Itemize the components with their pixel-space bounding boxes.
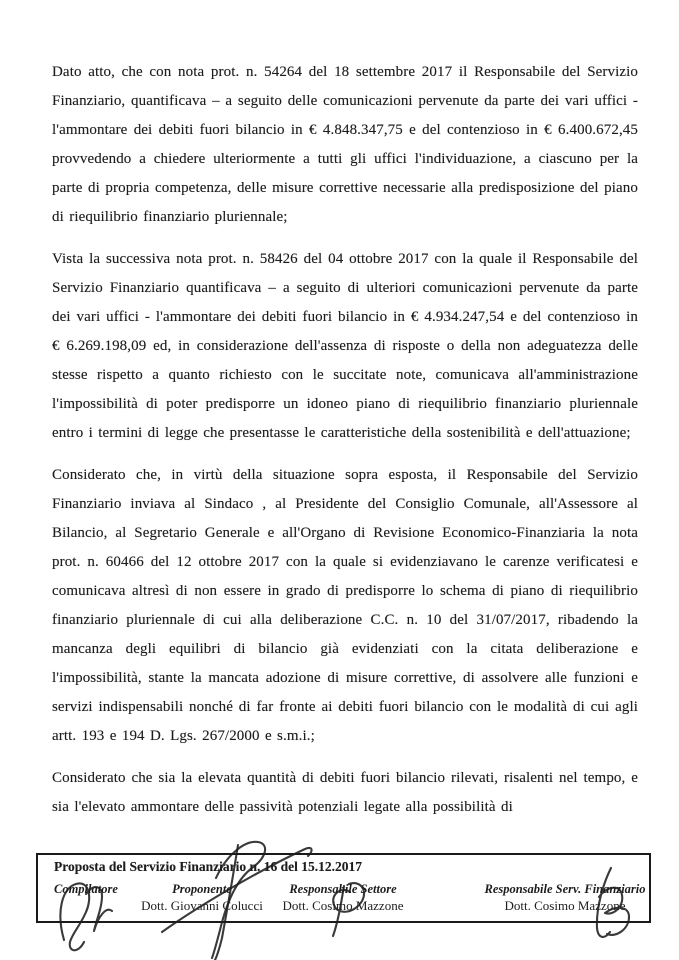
proposal-title: Proposta del Servizio Finanziario n. 16 del 15.12.2017 — [54, 859, 362, 874]
signatory-name-responsabile-settore: Dott. Cosimo Mazzone — [282, 898, 404, 913]
paragraph-considerato-situazione: Considerato che, in virtù della situazione sopra esposta, il Responsabile del Servizio Finanziario inviava al Sindaco , al Presidente del Consiglio Comunale, all'Assessore al Bilancio, al Segretario Generale e all'Organo di Revisione Economico-Finanziaria la nota prot. n. 60466 del 12 ottobre 2017 con la quale si evidenziavano le carenze verificatesi e comunicava altresì di non essere in grado di predisporre lo schema di piano di riequilibrio finanziario pluriennale di cui alla deliberazione C.C. n. 10 del 31/07/2017, ribadendo la mancanza degli equilibri di bilancio già evidenziati con la citata deliberazione e l'impossibilità, stante la mancata adozione di misure correttive, di assolvere alle funzioni e servizi indispensabili nonché di far fronte ai debiti fuori bilancio con le modalità di cui agli artt. 193 e 194 D. Lgs. 267/2000 e s.m.i.; — [52, 467, 638, 744]
role-label-responsabile-settore: Responsabile Settore — [289, 882, 397, 896]
role-label-proponente: Proponente — [172, 882, 232, 896]
footer-proposal-box — [36, 853, 651, 923]
role-label-responsabile-serv-finanziario: Responsabile Serv. Finanziario — [484, 882, 646, 896]
signatory-name-proponente: Dott. Giovanni Colucci — [141, 898, 263, 913]
signature-column-proponente — [122, 882, 282, 914]
paragraph-dato-atto: Dato atto, che con nota prot. n. 54264 del 18 settembre 2017 il Responsabile del Servizio Finanziario, quantificava – a seguito delle comunicazioni pervenute da parte dei vari uffici - l'ammontare dei debiti fuori bilancio in € 4.848.347,75 e del contenzioso in € 6.400.672,45 provvedendo a chiedere ulteriormente a tutti gli uffici l'individuazione, a ciascuno per la parte di propria competenza, delle misure correttive necessarie alla predisposizione del piano di riequilibrio finanziario pluriennale; — [52, 64, 638, 225]
role-label-compilatore: Compilatore — [54, 882, 118, 896]
signatory-name-responsabile-serv-finanziario: Dott. Cosimo Mazzone — [504, 898, 626, 913]
signature-column-responsabile-settore — [263, 882, 423, 914]
signature-column-responsabile-serv-finanziario — [460, 882, 670, 914]
paragraph-considerato-debiti: Considerato che sia la elevata quantità di debiti fuori bilancio rilevati, risalenti nel tempo, e sia l'elevato ammontare delle passività potenziali legate alla possibilità di — [52, 770, 638, 815]
paragraph-vista-nota: Vista la successiva nota prot. n. 58426 del 04 ottobre 2017 con la quale il Responsabile del Servizio Finanziario quantificava – a seguito di ulteriori comunicazioni pervenute da parte dei vari uffici - l'ammontare dei debiti fuori bilancio in € 4.934.247,54 e del contenzioso in € 6.269.198,09 ed, in considerazione dell'assenza di risposte o della non adeguatezza delle stesse rispetto a quanto richiesto con le succitate note, comunicava all'amministrazione l'impossibilità di poter predisporre un idoneo piano di riequilibrio finanziario pluriennale entro i termini di legge che presentasse le caratteristiche della sostenibilità e dell'attuazione; — [52, 251, 638, 441]
document-body — [52, 58, 638, 835]
